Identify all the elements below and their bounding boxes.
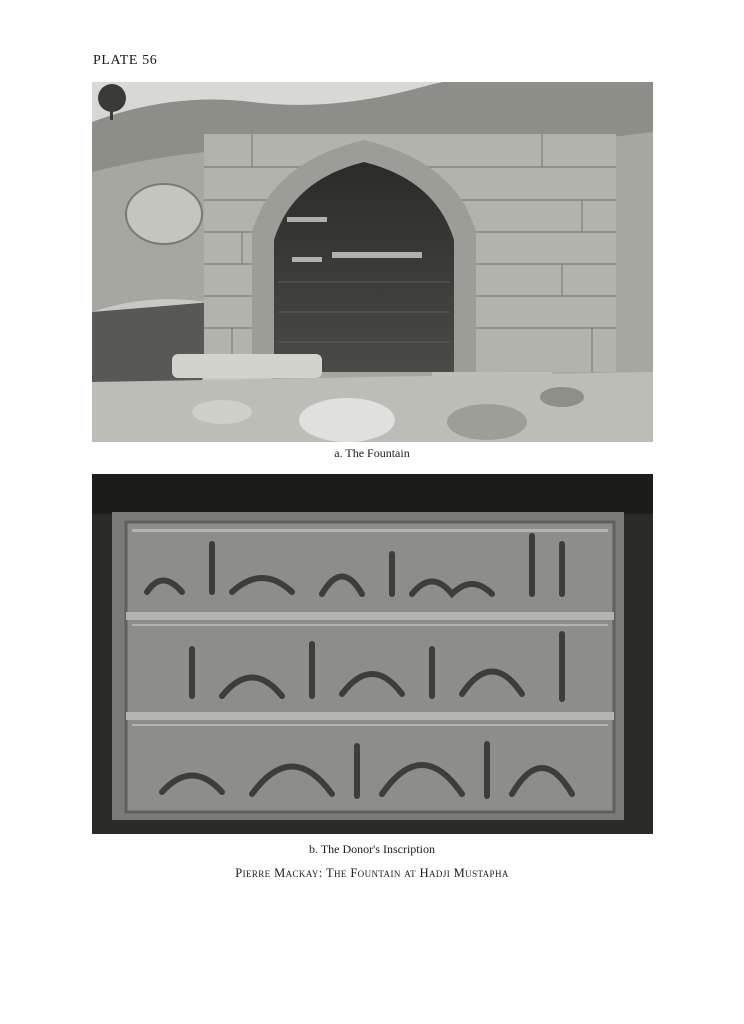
- inscription-photo: [92, 474, 653, 834]
- figure-b-caption: b. The Donor's Inscription: [309, 842, 435, 856]
- figure-a-caption: a. The Fountain: [334, 446, 410, 460]
- fountain-photo-image: [92, 82, 653, 442]
- fountain-photo: [92, 82, 653, 442]
- plate-title: Pierre Mackay: The Fountain at Hadji Mustapha: [235, 866, 509, 880]
- plate-number: PLATE 56: [93, 53, 158, 68]
- inscription-photo-image: [92, 474, 653, 834]
